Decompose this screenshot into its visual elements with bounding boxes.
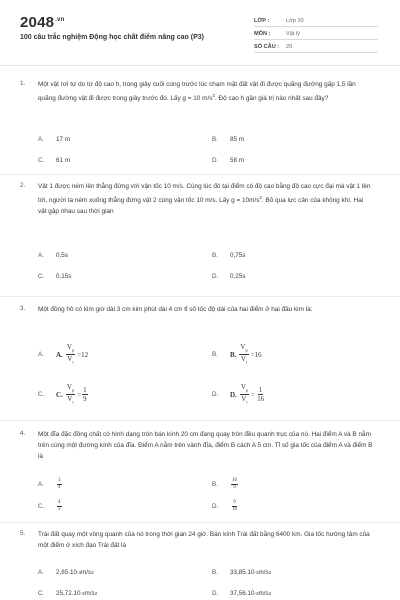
option-b[interactable]: B. 85 m bbox=[212, 136, 244, 143]
meta-row-subject bbox=[254, 27, 378, 40]
question-text: Trái đất quay một vòng quanh của nó trong thời gian 24 giờ. Bán kính Trái đất bằng 6400 km. Gia tốc hướng tâm của một điểm ở xích đạo Trái đất là bbox=[38, 531, 370, 549]
question-text: Một đồng hồ có kim giờ dài 3 cm kim phút dài 4 cm tỉ số tốc độ dài của hai điểm ở hai đầu kim là: bbox=[38, 306, 313, 313]
question-number: 5. bbox=[20, 530, 26, 537]
meta-key: SỐ CÂU : bbox=[254, 44, 280, 50]
question-number: 3. bbox=[20, 305, 26, 312]
option-d[interactable]: D. $\frac{9}{16}$ bbox=[212, 500, 237, 512]
option-a[interactable]: A. A. $\frac{V_p}{V_t}$ =12 bbox=[38, 343, 89, 365]
header-divider bbox=[0, 65, 400, 66]
option-c[interactable]: C. 25,72.10 -3 m/s 2 bbox=[38, 590, 98, 597]
question-text: Một vật rơi tự do từ độ cao h, trong giây cuối cùng trước lúc chạm mặt đất vật đi được quãng đường gấp 1,5 lần quãng đường vật đi được trong giây trước đó. Lấy g = 10 $m/s^2$. Độ cao h gần giá trị nào nhất sau đây? bbox=[38, 81, 356, 102]
option-a[interactable]: A. $\frac{3}{4}$ bbox=[38, 478, 61, 490]
option-d[interactable]: D. D. $\frac{V_p}{V_t}$ = $\frac{1}{16}$ bbox=[212, 383, 265, 405]
meta-row-count bbox=[254, 40, 378, 53]
option-d[interactable]: D. 0,25s bbox=[212, 273, 246, 280]
option-b[interactable]: B. 0,75s bbox=[212, 252, 246, 259]
option-c[interactable]: C. C. $\frac{V_p}{V_t}$ = $\frac{1}{9}$ bbox=[38, 383, 87, 405]
question-number: 4. bbox=[20, 430, 26, 437]
question-number: 1. bbox=[20, 80, 26, 87]
ratio-fraction: $\frac{V_p}{V_t}$ bbox=[66, 343, 75, 365]
question-number: 2. bbox=[20, 182, 26, 189]
ratio-fraction: $\frac{V_p}{V_t}$ bbox=[66, 383, 75, 405]
meta-key: MÔN : bbox=[254, 31, 271, 37]
question-divider bbox=[0, 420, 400, 421]
value-fraction: $\frac{1}{16}$ bbox=[257, 386, 265, 404]
question-text: Một đĩa đặc đồng chất có hình dạng tròn bán kính 20 cm đang quay tròn đều quanh trục của nó. Hai điểm A và B nằm trên cùng một đường kính của đĩa. Điểm A nằm trên vành đĩa, điểm B cách A 5 cm. Tỉ số gia tốc của điểm A và điểm B là bbox=[38, 431, 373, 460]
meta-value: Lớp 10 bbox=[286, 18, 304, 24]
option-a[interactable]: A. 17 m bbox=[38, 136, 70, 143]
document-title: 100 câu trắc nghiệm Động học chất điểm nâng cao (P3) bbox=[20, 34, 204, 41]
document-meta bbox=[254, 14, 378, 53]
question-divider bbox=[0, 522, 400, 523]
option-c[interactable]: C. 0,15s bbox=[38, 273, 72, 280]
option-b[interactable]: B. B. $\frac{V_p}{V_t}$ =16 bbox=[212, 343, 262, 365]
value-fraction: $\frac{1}{9}$ bbox=[83, 386, 87, 404]
option-c[interactable]: C. 61 m bbox=[38, 157, 70, 164]
question-text: Vật 1 được ném lên thẳng đứng với vận tốc 10 m/s. Cùng lúc đó tại điểm có độ cao bằng độ cao cực đại mà vật 1 lên tới, người ta ném xuống thẳng đứng vật 2 cùng vận tốc 10 m/s. Lấy $g = 10m/s^2$. Bỏ qua lực cản của không khí. Hai vật gặp nhau sau thời gian bbox=[38, 183, 371, 215]
option-a[interactable]: A. 2,65.10 -3 m/s 2 bbox=[38, 569, 94, 576]
option-b[interactable]: B. $\frac{16}{9}$ bbox=[212, 478, 237, 490]
meta-value: 20 bbox=[286, 44, 293, 50]
meta-value: Vật lý bbox=[286, 31, 300, 37]
ratio-fraction: $\frac{V_p}{V_t}$ bbox=[240, 383, 249, 405]
option-b[interactable]: B. 33,85.10 -3 m/s 2 bbox=[212, 569, 272, 576]
option-d[interactable]: D. 58 m bbox=[212, 157, 244, 164]
question-divider bbox=[0, 296, 400, 297]
option-c[interactable]: C. $\frac{4}{3}$ bbox=[38, 500, 61, 512]
meta-key: LỚP : bbox=[254, 18, 270, 24]
question-divider bbox=[0, 174, 400, 175]
site-logo[interactable]: $2048^{.vn}$ bbox=[20, 14, 65, 31]
option-a[interactable]: A. 0,5s bbox=[38, 252, 68, 259]
option-d[interactable]: D. 37,56.10 -3 m/s 2 bbox=[212, 590, 272, 597]
ratio-fraction: $\frac{V_p}{V_t}$ bbox=[240, 343, 248, 365]
meta-row-class bbox=[254, 14, 378, 27]
